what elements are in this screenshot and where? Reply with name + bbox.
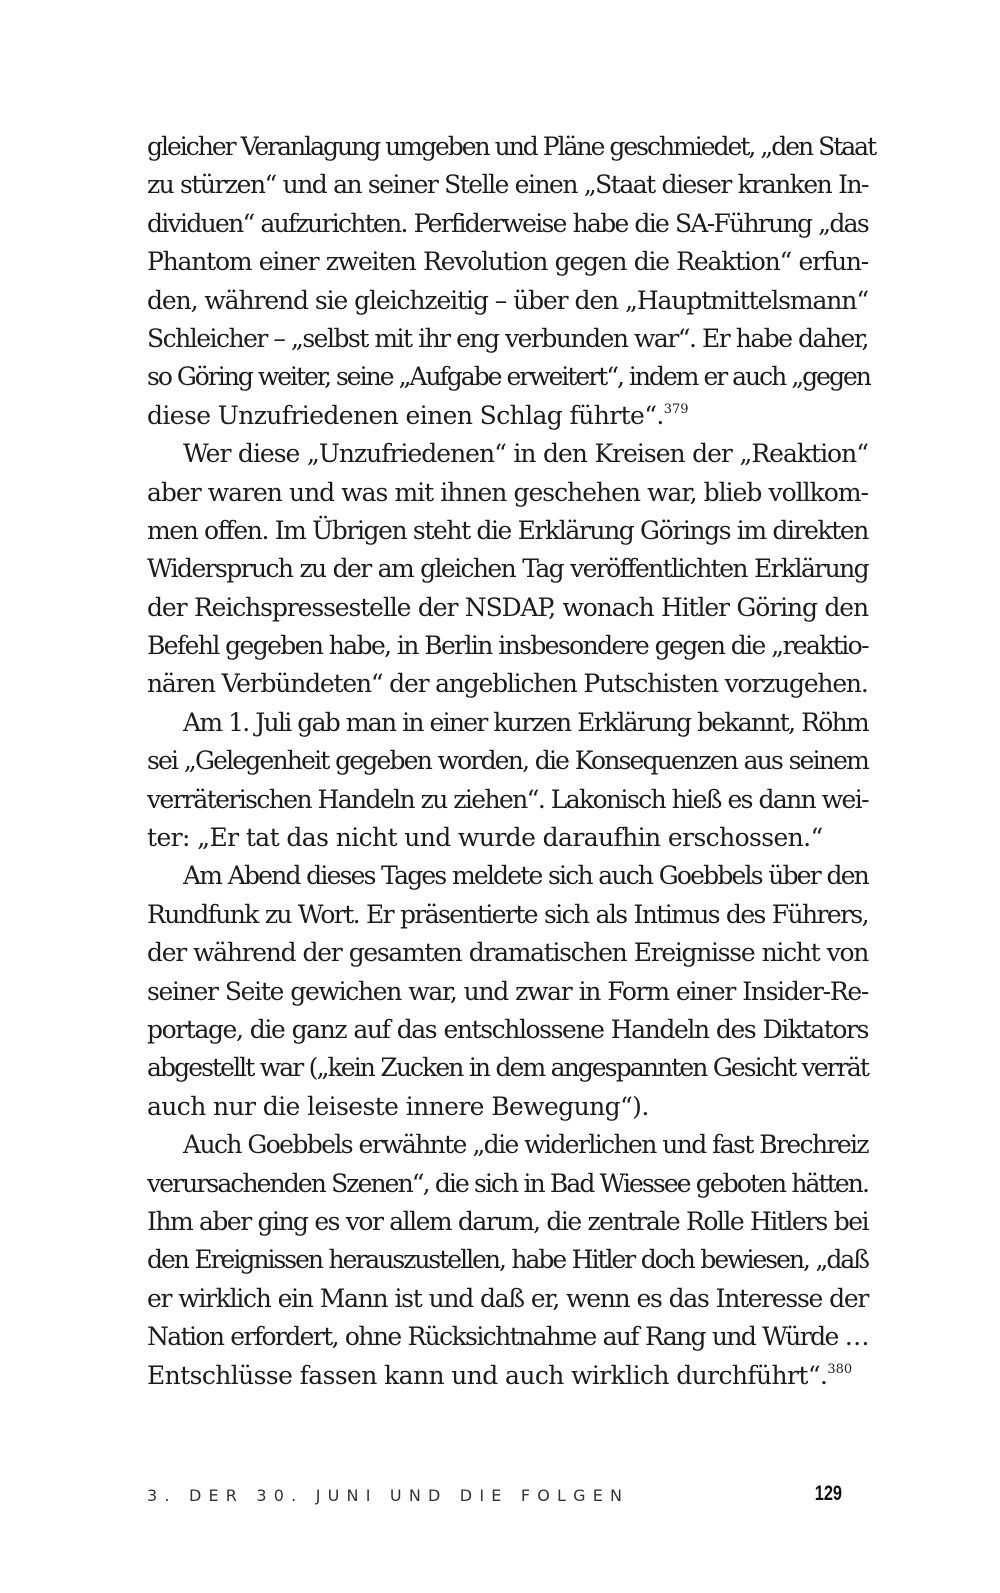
text-line [147,128,876,166]
text-line-content: den Ereignissen herauszustellen, habe Hitler doch bewiesen, „daß [147,1245,868,1275]
text-line-content: verräterischen Handeln zu ziehen“. Lakonisch hieß es dann wei- [147,784,868,814]
text-line-content: Befehl gegeben habe, in Berlin insbesondere gegen die „reaktio- [147,631,868,661]
text-line [147,397,868,435]
text-line-content: Phantom einer zweiten Revolution gegen die Reaktion“ erfun- [147,247,868,277]
text-line [147,1165,868,1203]
text-line-content: Widerspruch zu der am gleichen Tag veröffentlichten Erklärung [147,554,868,584]
text-line [147,512,868,550]
text-line [147,435,868,473]
text-line [147,1049,868,1087]
text-line [147,320,868,358]
text-line-content: Auch Goebbels erwähnte „die widerlichen und fast Brechreiz [183,1130,868,1160]
text-line [147,1357,868,1395]
text-line-content: Am Abend dieses Tages meldete sich auch Goebbels über den [183,861,868,891]
footnote-ref: 379 [663,401,689,417]
footnote-ref: 380 [827,1361,853,1377]
text-line [147,973,868,1011]
text-line-content: Wer diese „Unzufriedenen“ in den Kreisen der „Reaktion“ [183,439,868,469]
text-line [147,781,868,819]
text-line-content: der Reichspressestelle der NSDAP, wonach Hitler Göring den [147,592,868,622]
text-line [147,1126,868,1164]
text-line-content: er wirklich ein Mann ist und daß er, wenn es das Interesse der [147,1283,868,1313]
text-line-content: verursachenden Szenen“, die sich in Bad Wiessee geboten hätten. [147,1168,868,1198]
text-line-content: men offen. Im Übrigen steht die Erklärung Görings im direkten [147,515,868,545]
text-line-content: Entschlüsse fassen kann und auch wirklich durchführt“. [147,1360,828,1390]
text-line [147,742,868,780]
text-line [147,896,868,934]
text-line-content: aber waren und was mit ihnen geschehen war, blieb vollkom- [147,477,868,507]
text-line [147,550,868,588]
page-number: 129 [814,1482,842,1505]
text-line [147,857,868,895]
text-line [147,1241,868,1279]
text-line-content: Ihm aber ging es vor allem darum, die zentrale Rolle Hitlers bei [147,1206,868,1236]
text-line-content: portage, die ganz auf das entschlossene Handeln des Diktators [147,1014,868,1044]
text-line [147,358,868,396]
text-line-content: dividuen“ aufzurichten. Perfiderweise habe die SA-Führung „das [147,208,868,238]
text-line [147,627,868,665]
text-line-content: zu stürzen“ und an seiner Stelle einen „Staat dieser kranken In- [147,170,868,200]
text-line-content: ter: „Er tat das nicht und wurde daraufhin erschossen.“ [147,823,823,853]
text-line [147,243,868,281]
text-line [147,934,868,972]
text-line-content: der während der gesamten dramatischen Ereignisse nicht von [147,938,868,968]
text-line-content: Nation erfordert, ohne Rücksichtnahme auf Rang und Würde … [147,1322,868,1352]
text-line [147,166,868,204]
text-line-content: Rundfunk zu Wort. Er präsentierte sich als Intimus des Führers, [147,899,868,929]
text-line-content: diese Unzufriedenen einen Schlag führte“. [147,400,664,430]
text-line [147,589,868,627]
body-text [147,128,876,1395]
text-line [147,282,868,320]
text-line [147,1011,868,1049]
text-line-content: so Göring weiter, seine „Aufgabe erweitert“, indem er auch „gegen [147,362,870,392]
text-line-content: nären Verbündeten“ der angeblichen Putschisten vorzugehen. [147,669,868,699]
text-line [147,819,868,857]
text-line [147,704,868,742]
text-line-content: auch nur die leiseste innere Bewegung“). [147,1091,649,1121]
text-line [147,1088,868,1126]
text-line [147,1280,868,1318]
text-line-content: gleicher Veranlagung umgeben und Pläne geschmiedet, „den Staat [147,132,876,161]
text-line [147,474,868,512]
text-line-content: Schleicher – „selbst mit ihr eng verbunden war“. Er habe daher, [147,323,868,353]
text-line [147,665,868,703]
text-line-content: abgestellt war („kein Zucken in dem angespannten Gesicht verrät [147,1053,868,1083]
text-line [147,1318,868,1356]
text-line [147,205,868,243]
text-line [147,1203,868,1241]
text-line-content: Am 1. Juli gab man in einer kurzen Erklärung bekannt, Röhm [183,707,868,737]
text-line-content: sei „Gelegenheit gegeben worden, die Konsequenzen aus seinem [147,746,868,776]
text-line-content: seiner Seite gewichen war, und zwar in Form einer Insider-Re- [147,976,868,1006]
running-head: 3. DER 30. JUNI UND DIE FOLGEN [147,1486,630,1505]
text-line-content: den, während sie gleichzeitig – über den „Hauptmittelsmann“ [147,285,868,315]
